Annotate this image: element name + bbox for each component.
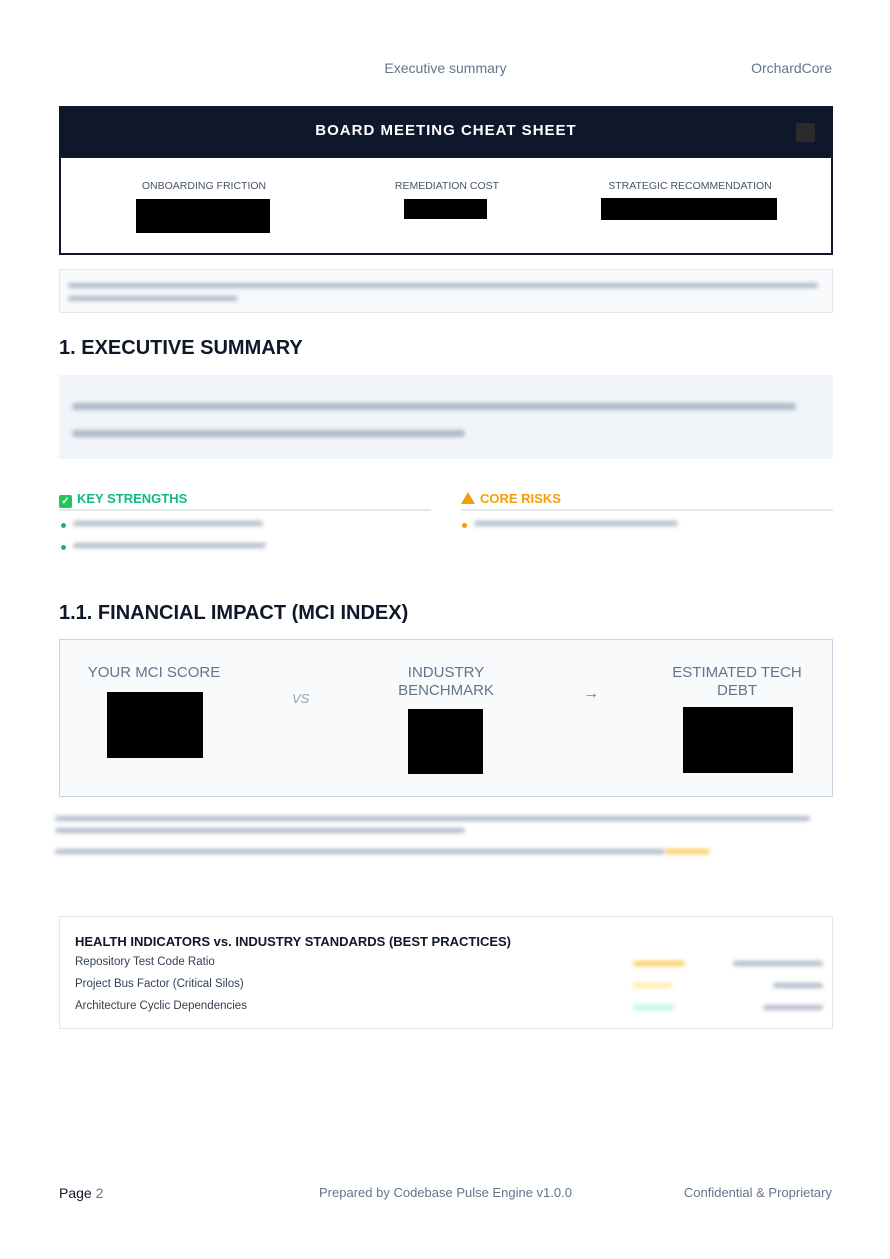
blurred-strength-item <box>73 521 263 526</box>
blurred-line <box>68 296 238 301</box>
blurred-value <box>733 961 823 966</box>
health-indicators-box <box>59 916 833 1029</box>
check-icon: ✓ <box>59 495 72 508</box>
blurred-value <box>773 983 823 988</box>
cheat-sheet-card <box>59 106 833 255</box>
blurred-value <box>633 961 685 966</box>
redacted-mci-score <box>107 692 203 758</box>
onboarding-friction-label: ONBOARDING FRICTION <box>141 180 267 192</box>
blurred-value <box>763 1005 823 1010</box>
vs-label: VS <box>292 691 310 706</box>
redacted-strategic-recommendation <box>601 198 777 220</box>
blurred-value <box>633 983 673 988</box>
strength-bullet <box>61 523 66 528</box>
page-footer <box>59 1185 832 1205</box>
blurred-line <box>68 283 818 288</box>
blurred-line <box>55 816 810 821</box>
executive-summary-heading: 1. EXECUTIVE SUMMARY <box>59 337 303 359</box>
arrow-right-icon: → <box>583 685 599 702</box>
prepared-by: Prepared by Codebase Pulse Engine v1.0.0 <box>319 1185 572 1200</box>
redacted-tech-debt <box>683 707 793 773</box>
blurred-line <box>55 828 465 833</box>
risk-bullet <box>462 523 467 528</box>
health-row-label: Repository Test Code Ratio <box>75 956 215 968</box>
cheat-sheet-title: BOARD MEETING CHEAT SHEET <box>315 122 577 139</box>
blurred-strength-item <box>73 543 266 548</box>
industry-benchmark-label: INDUSTRY BENCHMARK <box>398 664 494 699</box>
financial-impact-heading: 1.1. FINANCIAL IMPACT (MCI INDEX) <box>59 602 409 624</box>
health-row-label: Architecture Cyclic Dependencies <box>75 1000 247 1012</box>
confidential-label: Confidential & Proprietary <box>683 1185 832 1200</box>
page-number: 2 <box>95 1185 104 1201</box>
blurred-note-box <box>59 269 833 313</box>
strength-bullet <box>61 545 66 550</box>
health-indicators-title: HEALTH INDICATORS vs. INDUSTRY STANDARDS (BEST PRACTICES) <box>75 934 512 949</box>
warning-icon <box>461 492 475 504</box>
blurred-highlight <box>665 849 710 854</box>
page-header <box>59 60 832 80</box>
redacted-onboarding-friction <box>136 199 270 233</box>
tech-debt-label: ESTIMATED TECH DEBT <box>672 664 802 699</box>
project-name: OrchardCore <box>751 60 832 76</box>
blurred-line <box>72 403 796 410</box>
key-strengths-label: KEY STRENGTHS <box>77 491 188 506</box>
redacted-industry-benchmark <box>408 709 483 774</box>
blurred-value <box>633 1005 675 1010</box>
strategic-recommendation-label: STRATEGIC RECOMMENDATION <box>608 180 772 192</box>
executive-summary-box <box>59 375 833 459</box>
status-square-icon <box>796 123 815 142</box>
blurred-line <box>55 849 665 854</box>
redacted-remediation-cost <box>404 199 487 219</box>
remediation-cost-label: REMEDIATION COST <box>394 180 500 192</box>
blurred-risk-item <box>474 521 678 526</box>
page-label: Page <box>59 1185 92 1201</box>
section-name: Executive summary <box>384 60 507 76</box>
mci-index-box <box>59 639 833 797</box>
key-strengths-header <box>59 491 431 511</box>
blurred-line <box>72 430 465 437</box>
core-risks-label: CORE RISKS <box>480 491 561 506</box>
cheat-sheet-header <box>61 108 831 158</box>
core-risks-header <box>461 491 833 511</box>
health-row-label: Project Bus Factor (Critical Silos) <box>75 978 244 990</box>
mci-score-label: YOUR MCI SCORE <box>87 664 221 681</box>
